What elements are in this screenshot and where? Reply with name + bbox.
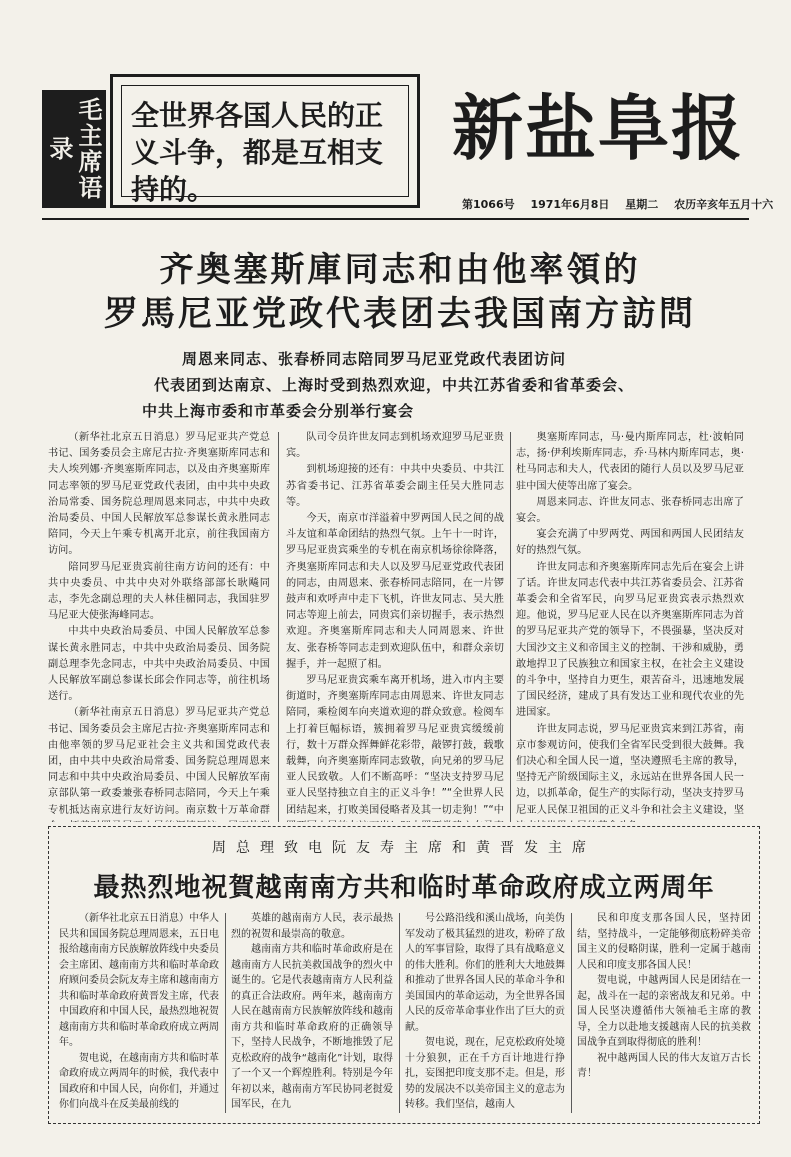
paragraph: 英雄的越南南方人民，表示最热烈的祝贺和最崇高的敬意。 [231,913,393,940]
paragraph: 号公路沿线和溪山战场，向美伪军发动了极其猛烈的进攻，粉碎了敌人的军事冒险，取得了具有战略意义的伟大胜利。你们的胜利大大地鼓舞和推动了世界各国人民的革命斗争和美国国内的革命运动，为全世界各国人民的反帝革命事业作出了巨大的贡献。 [405,913,565,1033]
subheadline-line3: 中共上海市委和市革委会分别举行宴会 [142,402,415,420]
paragraph: 越南南方共和临时革命政府是在越南南方人民抗美救国战争的烈火中诞生的。它是代表越南南方人民利益的真正合法政府。两年来，越南南方人民在越南南方民族解放阵线和越南南方共和临时革命政府的正确领导下，坚持人民战争，不断地推毁了尼克松政府的战争“越南化”计划，取得了一个又一个辉煌胜利。特别是今年年初以来，越南南方军民协同老挝爱国军民，在九 [231,944,393,1110]
paragraph: 奥塞斯库同志，马·曼内斯库同志，杜·波帕同志，扬·伊利埃斯库同志，乔·马林内斯库同志，奥·杜马同志和夫人，代表团的随行人员以及罗马尼亚驻中国大使等出席了宴会。 [516,432,744,492]
second-article-column-4 [577,911,751,1116]
main-article-column-3 [516,430,744,822]
paragraph: 周恩来同志、许世友同志、张春桥同志出席了宴会。 [516,496,744,525]
paragraph: 贺电说，在越南南方共和临时革命政府成立两周年的时候，我代表中国政府和中国人民，向你们，并通过你们向战斗在反美最前线的 [59,1052,219,1110]
paragraph: 宴会充满了中罗两党、两国和两国人民团结友好的热烈气氛。 [516,529,744,557]
paragraph: 民和印度支那各国人民，坚持团结，坚持战斗，一定能够彻底粉碎美帝国主义的侵略阴谋，胜利一定属于越南人民和印度支那各国人民！ [577,913,751,971]
paragraph: 罗马尼亚贵宾乘车离开机场，进入市内主要街道时，齐奥塞斯库同志由周恩来、许世友同志陪同，乘检阅车向夹道欢迎的群众致意。检阅车上打着巨幅标语，簇拥着罗马尼亚贵宾缓缓前行，数十万群众挥舞鲜花彩带，敲锣打鼓，载歌载舞，向齐奥塞斯库同志致敬，向兄弟的罗马尼亚人民致敬。人们不断高呼：“坚决支持罗马尼亚人民坚持独立自主的正义斗争！”“全世界人民团结起来，打败美国侵略者及其一切走狗！”“中 [286,675,504,816]
quotation-box [110,74,420,208]
second-article-box [48,826,760,1124]
second-article-column-3 [405,911,565,1116]
main-article-column-1 [48,430,270,822]
subheadline-line1: 周恩来同志、张春桥同志陪同罗马尼亚党政代表团访问 [182,350,567,368]
main-headline-line2: 罗馬尼亚党政代表团去我国南方訪問 [104,294,696,334]
paragraph: （新华社北京五日消息）罗马尼亚共产党总书记、国务委员会主席尼古拉·齐奥塞斯库同志和夫人埃列娜·齐奥塞斯库同志，以及由齐奥塞斯库同志率领的罗马尼亚党政代表团，由中共中央政治局常委、国务院总理周恩来同志，中共中央政治局委员、中国人民解放军总参谋长黄永胜同志陪同，今天上午乘专机离开北京，前往我国南方访问。 [48,432,270,557]
quotation-label: 毛主席语录 [42,90,106,208]
subheadline-line2: 代表团到达南京、上海时受到热烈欢迎，中共江苏省委和省革委会、 [154,376,635,394]
second-article-headline: 最热烈地祝賀越南南方共和临时革命政府成立两周年 [93,873,715,903]
masthead-rule [42,218,749,220]
paragraph: 到机场迎接的还有：中共中央委员、中共江苏省委书记、江苏省革委会副主任吴大胜同志等。 [286,464,504,508]
paragraph: 队司令员许世友同志到机场欢迎罗马尼亚贵宾。 [286,432,504,460]
issue-info [462,196,785,212]
paragraph: （新华社南京五日消息）罗马尼亚共产党总书记、国务委员会主席尼古拉·齐奥塞斯库同志和由他率领的罗马尼亚社会主义共和国党政代表团，由中共中央政治局常委、国务院总理周恩来同志和中共中央政治局委员、中国人民解放军南京部队第一政委兼张春桥同志陪同，今天上午乘专机抵达南京进行友好访问。南京数十万革命群 [48,707,270,816]
column-divider [399,913,400,1113]
paragraph: 陪同罗马尼亚贵宾前往南方访问的还有：中共中央委员、中共中央对外联络部部长耿飚同志，李先念副总理的夫人林佳楣同志，我国驻罗马尼亚大使张海峰同志。 [48,561,270,622]
paragraph: 今天，南京市洋溢着中罗两国人民之间的战斗友谊和革命团结的热烈气氛。上午十一时许，罗马尼亚贵宾乘坐的专机在南京机场徐徐降落，齐奥塞斯库同志和夫人以及罗马尼亚党政代表团的同志，由周恩来、张春桥同志陪同，在一片锣鼓声和欢呼声中走下飞机，许世友同志、吴大胜同志等迎上前去，同贵宾们亲切握手，表示热烈欢迎。齐奥塞斯库同志和夫人同周恩来、许世友、张春桥等同志走到欢迎队伍中，和群众亲切握手，并一起照了相。 [286,513,504,670]
paragraph: 贺电说，现在，尼克松政府处境十分狼狈，正在千方百计地进行挣扎，妄图把印度支那不走。但是，形势的发展决不以美帝国主义的意志为转移。我们坚信，越南人 [405,1037,565,1110]
second-article-column-1 [59,911,219,1116]
paragraph: 许世友同志和齐奥塞斯库同志先后在宴会上讲了话。许世友同志代表中共江苏省委员会、江苏省革委会和全省军民，向罗马尼亚贵宾表示热烈欢迎。他说，罗马尼亚人民在以齐奥塞斯库同志为首的罗马尼亚共产党的领导下，不畏强暴，坚决反对大国沙文主义和帝国主义的控制、干涉和威胁，勇敢地捍卫了民族独立和国家主权，在社会主义建设的斗争中，坚持自力更生，艰苦奋斗，迅速地发展了国民经济，建成了具有发达工业和现代农业的先进国家。 [516,561,744,719]
second-article-kicker: 周总理致电阮友寿主席和黄晋发主席 [212,840,596,856]
issue-weekday: 星期二 [625,198,659,211]
paragraph: 中共中央政治局委员、中国人民解放军总参谋长黄永胜同志，中共中央政治局委员、国务院副总理李先念同志，中共中央政治局委员、中国人民解放军副总参谋长邱会作同志等，前往机场送行。 [48,626,270,703]
issue-lunar-date: 农历辛亥年五月十六 [674,198,774,211]
main-article-column-2 [286,430,504,822]
main-headline [80,248,720,336]
paragraph: 贺电说，中越两国人民是团结在一起，战斗在一起的亲密战友和兄弟。中国人民坚决遵循伟大领袖毛主席的教导，全力以赴地支援越南人民的抗美救国战争直到取得彻底的胜利！ [577,975,751,1048]
paragraph: 许世友同志说，罗马尼亚贵宾来到江苏省，南京市参观访问，使我们全省军民受到很大鼓舞。我们决心和全国人民一道，坚决遵照毛主席的教导，坚持无产阶级国际主义，永远站在世界各国人民一边，以抓革命，促生产的实际行动，坚决支持罗马尼亚人民保卫祖国的正义斗争和社会主义建设，坚 [516,723,744,816]
main-headline-line1: 齐奥塞斯庫同志和由他率領的 [159,250,641,290]
column-divider [278,432,279,822]
issue-date: 1971年6月8日 [530,198,610,211]
second-article-column-2 [231,911,393,1116]
newspaper-title: 新盐阜报 [452,86,745,170]
column-divider [571,913,572,1113]
paragraph: 祝中越两国人民的伟大友谊万古长青！ [577,1052,751,1079]
paragraph: （新华社北京五日消息）中华人民共和国国务院总理周恩来，五日电报给越南南方民族解放阵线中央委员会主席团、越南南方共和临时革命政府顾问委员会阮友寿主席和越南南方共和临时革命政府黄晋发主席，代表中国政府和中国人民，最热烈地祝贺越南南方共和临时革命政府成立两周年。 [59,913,219,1048]
column-divider [225,913,226,1113]
column-divider [510,432,511,822]
quotation-text: 全世界各国人民的正义斗争，都是互相支持的。 [131,99,384,206]
issue-number: 第1066号 [462,198,515,211]
